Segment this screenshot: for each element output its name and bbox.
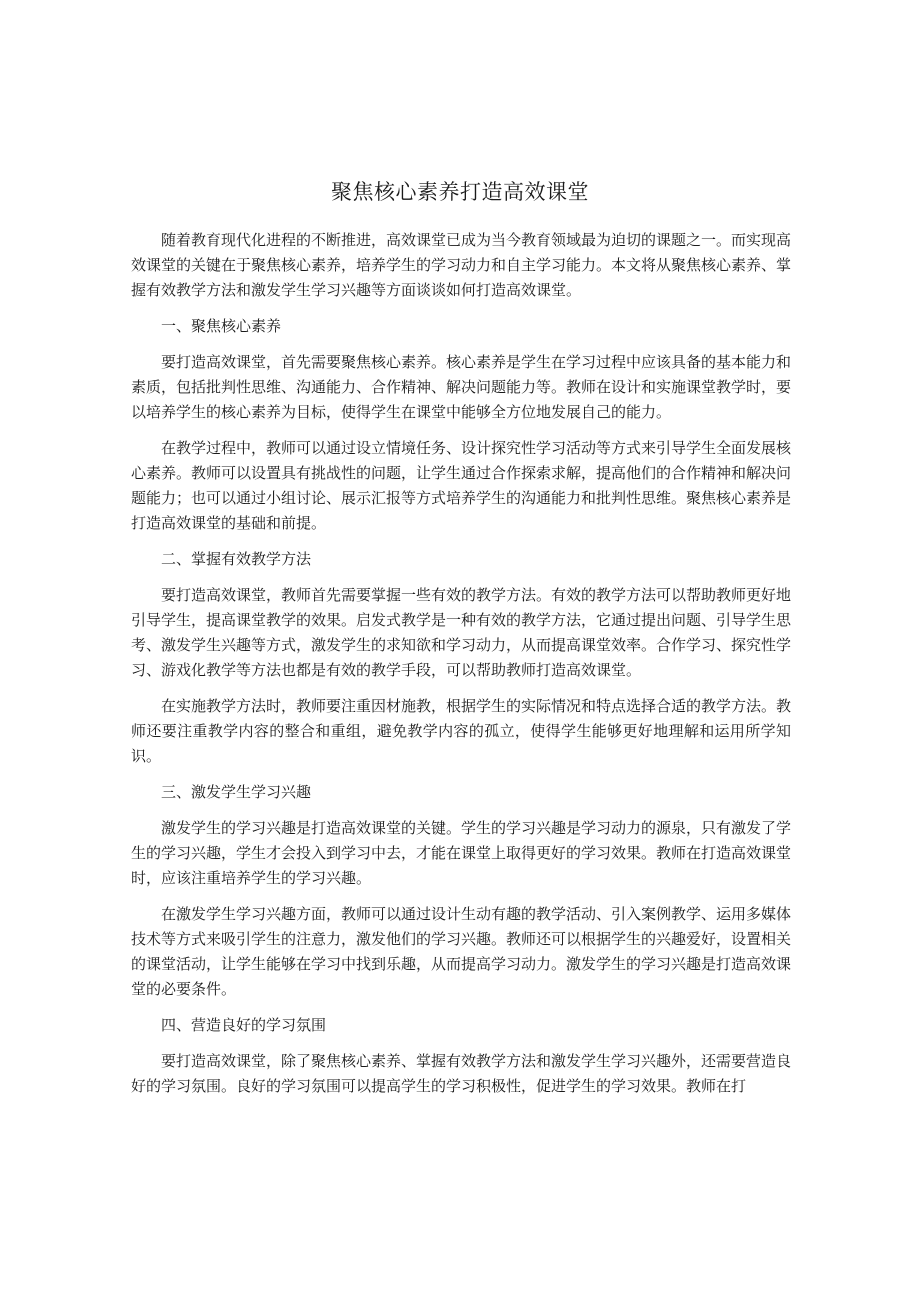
intro-paragraph: 随着教育现代化进程的不断推进，高效课堂已成为当今教育领域最为迫切的课题之一。而实现高效课堂的关键在于聚焦核心素养，培养学生的学习动力和自主学习能力。本文将从聚焦核心素养、掌握有效教学方法和激发学生学习兴趣等方面谈谈如何打造高效课堂。	[131, 231, 792, 299]
section-3-paragraph-2: 在激发学生学习兴趣方面，教师可以通过设计生动有趣的教学活动、引入案例教学、运用多媒体技术等方式来吸引学生的注意力，激发他们的学习兴趣。教师还可以根据学生的兴趣爱好，设置相关的课堂活动，让学生能够在学习中找到乐趣，从而提高学习动力。激发学生的学习兴趣是打造高效课堂的必要条件。	[131, 905, 792, 998]
section-4-paragraph-1: 要打造高效课堂，除了聚焦核心素养、掌握有效教学方法和激发学生学习兴趣外，还需要营造良好的学习氛围。良好的学习氛围可以提高学生的学习积极性，促进学生的学习效果。教师在打	[131, 1052, 792, 1095]
document-body	[131, 228, 791, 1110]
section-heading-3: 三、激发学生学习兴趣	[161, 783, 312, 801]
section-heading-2: 二、掌握有效教学方法	[161, 550, 312, 568]
section-heading-4: 四、营造良好的学习氛围	[161, 1016, 327, 1034]
section-heading-1: 一、聚焦核心素养	[161, 317, 282, 335]
section-2-paragraph-2: 在实施教学方法时，教师要注重因材施教，根据学生的实际情况和特点选择合适的教学方法。教师还要注重教学内容的整合和重组，避免教学内容的孤立，使得学生能够更好地理解和运用所学知识。	[131, 697, 792, 765]
page-title: 聚焦核心素养打造高效课堂	[331, 180, 589, 204]
section-3-paragraph-1: 激发学生的学习兴趣是打造高效课堂的关键。学生的学习兴趣是学习动力的源泉，只有激发了学生的学习兴趣，学生才会投入到学习中去，才能在课堂上取得更好的学习效果。教师在打造高效课堂时，应该注重培养学生的学习兴趣。	[131, 819, 792, 887]
section-1-paragraph-2: 在教学过程中，教师可以通过设立情境任务、设计探究性学习活动等方式来引导学生全面发展核心素养。教师可以设置具有挑战性的问题，让学生通过合作探索求解，提高他们的合作精神和解决问题能力；也可以通过小组讨论、展示汇报等方式培养学生的沟通能力和批判性思维。聚焦核心素养是打造高效课堂的基础和前提。	[131, 439, 792, 532]
section-2-paragraph-1: 要打造高效课堂，教师首先需要掌握一些有效的教学方法。有效的教学方法可以帮助教师更好地引导学生，提高课堂教学的效果。启发式教学是一种有效的教学方法，它通过提出问题、引导学生思考、激发学生兴趣等方式，激发学生的求知欲和学习动力，从而提高课堂效率。合作学习、探究性学习、游戏化教学等方法也都是有效的教学手段，可以帮助教师打造高效课堂。	[131, 586, 792, 679]
section-1-paragraph-1: 要打造高效课堂，首先需要聚焦核心素养。核心素养是学生在学习过程中应该具备的基本能力和素质，包括批判性思维、沟通能力、合作精神、解决问题能力等。教师在设计和实施课堂教学时，要以培养学生的核心素养为目标，使得学生在课堂中能够全方位地发展自己的能力。	[131, 353, 792, 421]
